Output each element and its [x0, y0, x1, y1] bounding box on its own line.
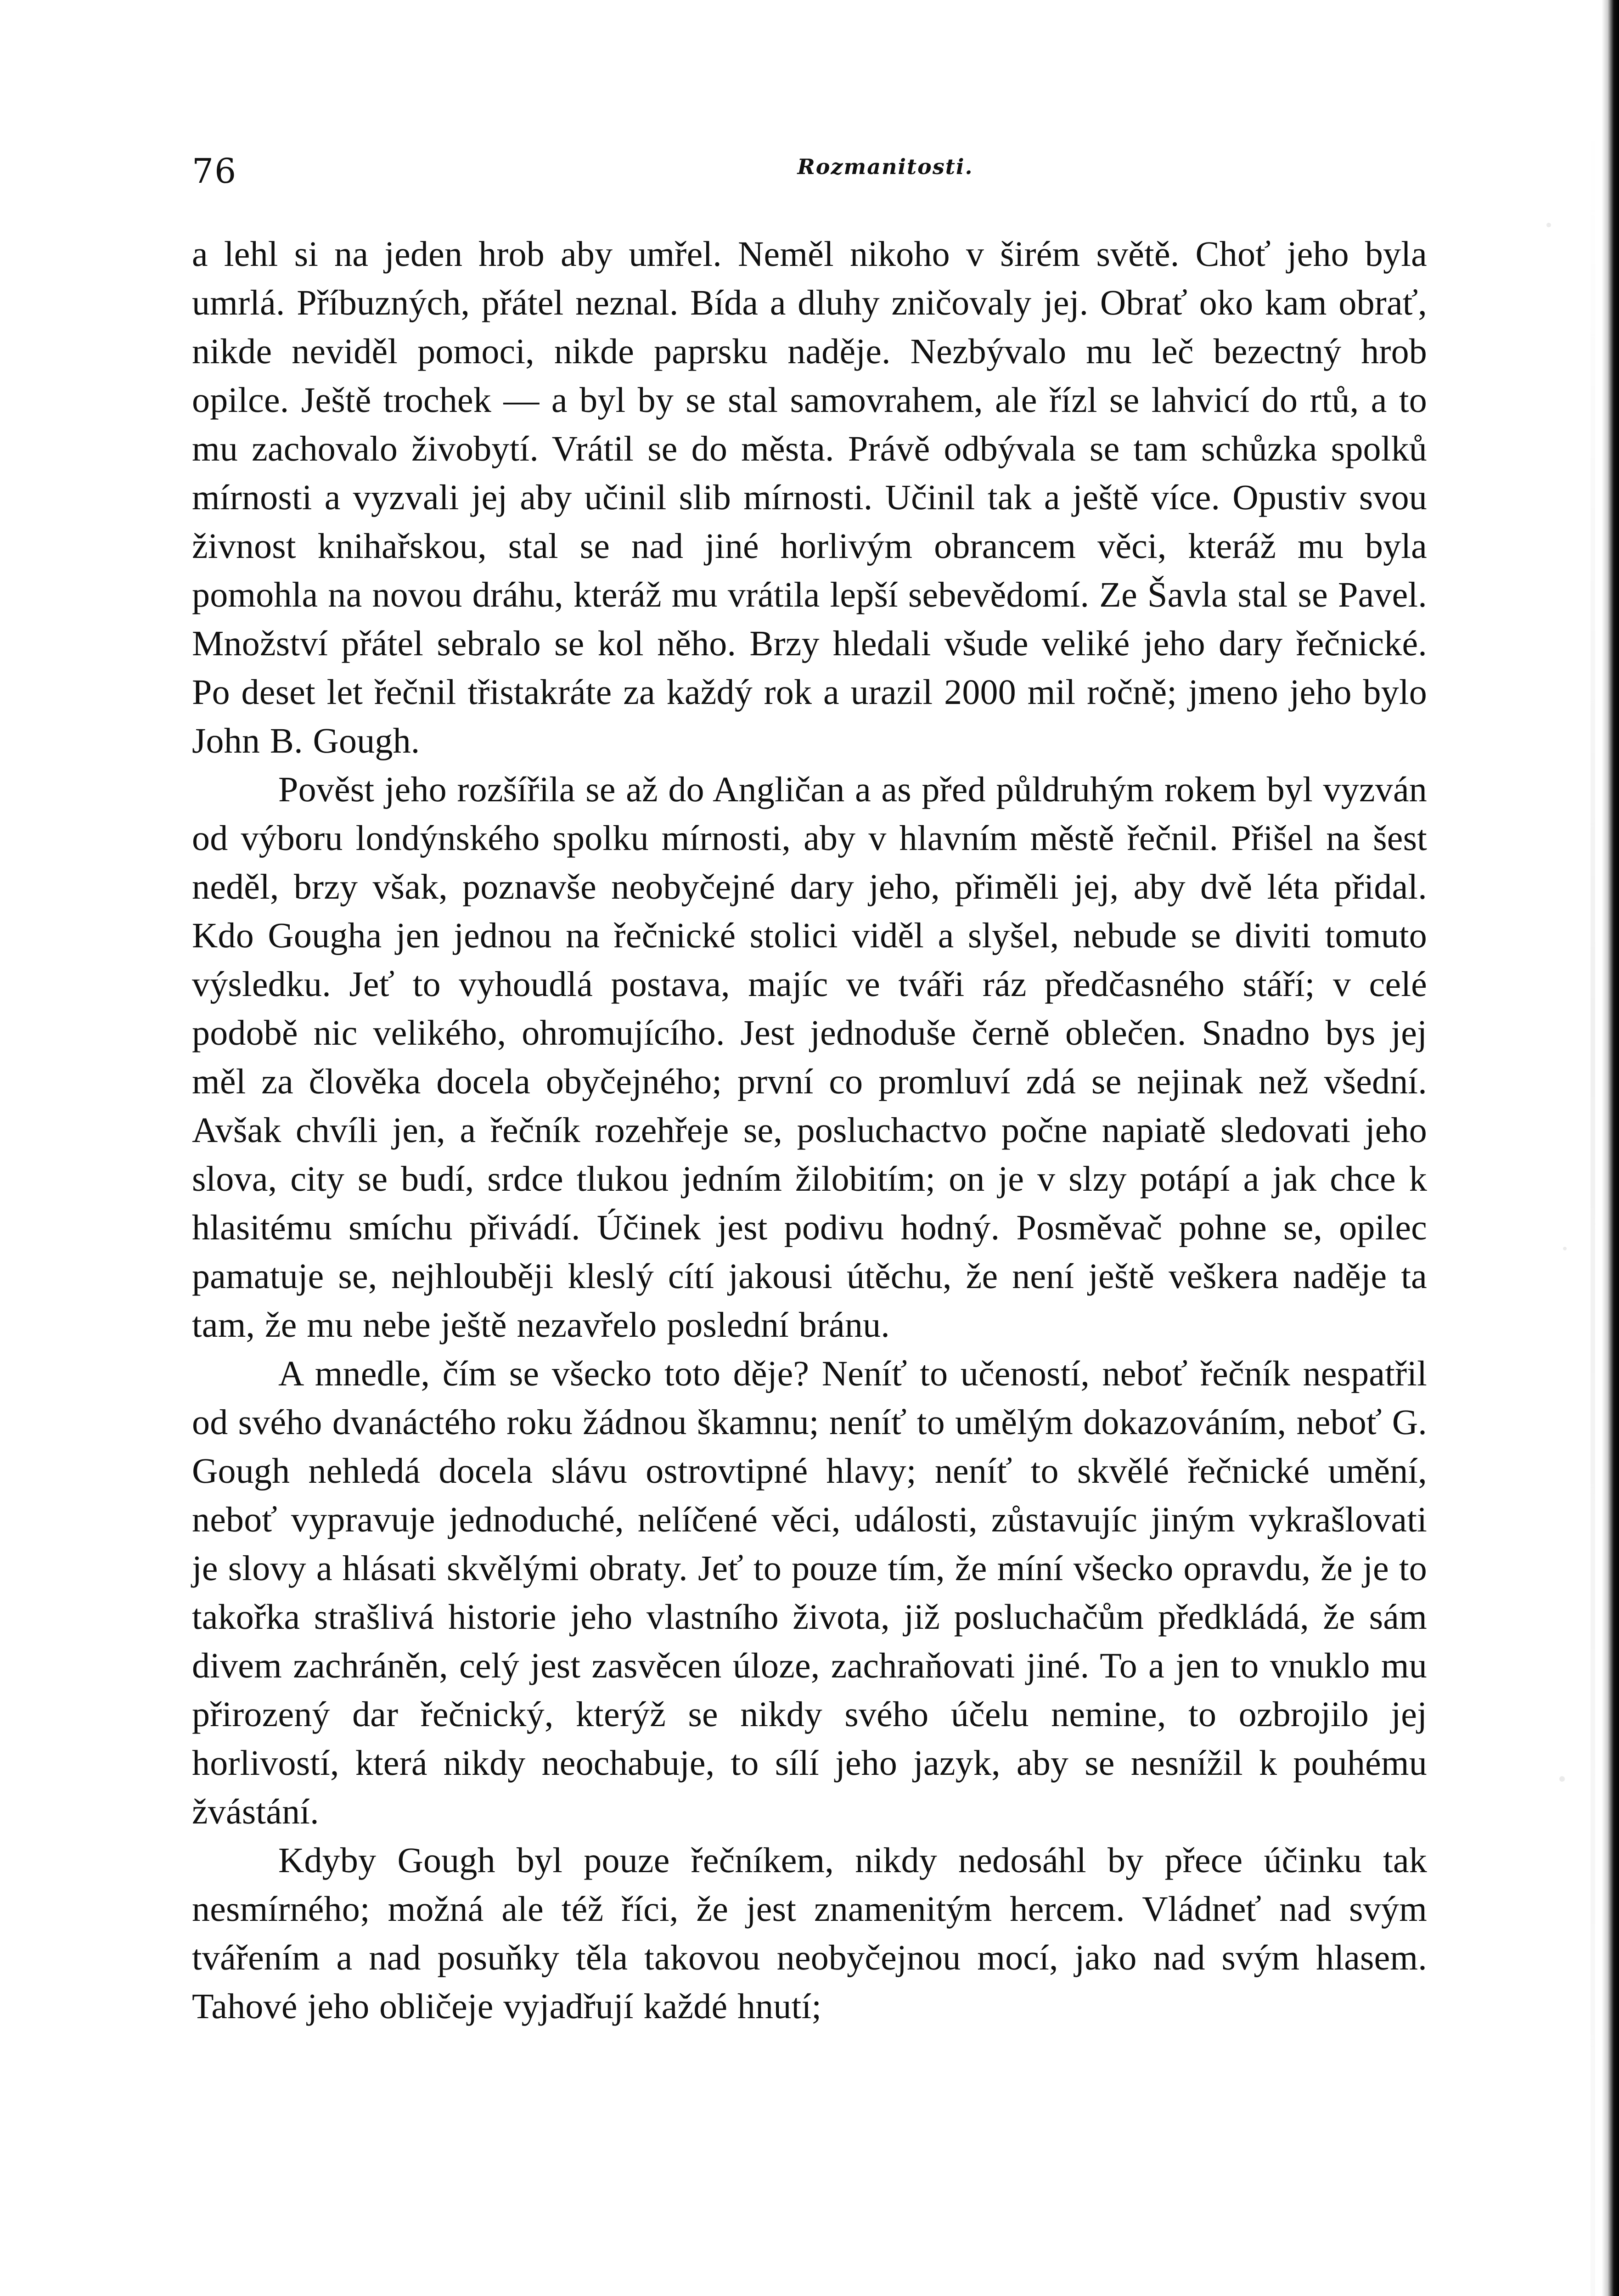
- page-edge-shadow: [1602, 0, 1619, 2296]
- page-number: 76: [192, 152, 237, 191]
- paragraph-1: a lehl si na jeden hrob aby umřel. Neměl nikoho v širém světě. Choť jeho byla umrlá. Příbuzných, přátel neznal. Bída a dluhy zničovaly jej. Obrať oko kam obrať, nikde neviděl pomoci, nikde paprsku naděje. Nezbývalo mu leč bezectný hrob opilce. Ještě trochek — a byl by se stal samovrahem, ale řízl se lahvicí do rtů, a to mu zachovalo živobytí. Vrátil se do města. Právě odbývala se tam schůzka spolků mírnosti a vyzvali jej aby učinil slib mírnosti. Učinil tak a ještě více. Opustiv svou živnost knihařskou, stal se nad jiné horlivým obrancem věci, kteráž mu byla pomohla na novou dráhu, kteráž mu vrátila lepší sebevědomí. Ze Šavla stal se Pavel. Množství přátel sebralo se kol něho. Brzy hledali všude veliké jeho dary řečnické. Po deset let řečnil třistakráte za každý rok a urazil 2000 mil ročně; jmeno jeho bylo John B. Gough.: [192, 234, 1427, 760]
- page-header: [192, 142, 1432, 207]
- paragraph-4: Kdyby Gough byl pouze řečníkem, nikdy nedosáhl by přece účinku tak nesmírného; možná ale též říci, že jest znamenitým hercem. Vládneť nad svým tvářením a nad posuňky těla takovou neobyčejnou mocí, jako nad svým hlasem. Tahové jeho obličeje vyjadřují každé hnutí;: [192, 1840, 1427, 2026]
- paragraph-3: A mnedle, čím se všecko toto děje? Neníť to učeností, neboť řečník nespatřil od svého dvanáctého roku žádnou škamnu; neníť to umělým dokazováním, neboť G. Gough nehledá docela slávu ostrovtipné hlavy; neníť to skvělé řečnické umění, neboť vypravuje jednoduché, nelíčené věci, události, zůstavujíc jiným vykrašlovati je slovy a hlásati skvělými obraty. Jeť to pouze tím, že míní všecko opravdu, že je to takořka strašlivá historie jeho vlastního života, již posluchačům předkládá, že sám divem zachráněn, celý jest zasvěcen úloze, zachraňovati jiné. To a jen to vnuklo mu přirozený dar řečnický, kterýž se nikdy svého účelu nemine, to ozbrojilo jej horlivostí, která nikdy neochabuje, to sílí jeho jazyk, aby se nesnížil k pouhému žvástání.: [192, 1353, 1427, 1831]
- scan-speck: [1559, 1776, 1565, 1782]
- paragraph-2: Pověst jeho rozšířila se až do Angličan a as před půldruhým rokem byl vyzván od výboru londýnského spolku mírnosti, aby v hlavním městě řečnil. Přišel na šest neděl, brzy však, poznavše neobyčejné dary jeho, přiměli jej, aby dvě léta přidal. Kdo Gougha jen jednou na řečnické stolici viděl a slyšel, nebude se diviti tomuto výsledku. Jeť to vyhoudlá postava, majíc ve tváři ráz předčasného stáří; v celé podobě nic velikého, ohromujícího. Jest jednoduše černě oblečen. Snadno bys jej měl za člověka docela obyčejného; první co promluví zdá se nejinak než všední. Avšak chvíli jen, a řečník rozehřeje se, posluchactvo počne napiatě sledovati jeho slova, city se budí, srdce tlukou jedním žilobitím; on je v slzy potápí a jak chce k hlasitému smíchu přivádí. Účinek jest podivu hodný. Posměvač pohne se, opilec pamatuje se, nejhlouběji kleslý cítí jakousi útěchu, že není ještě veškera naděje ta tam, že mu nebe ještě nezavřelo poslední bránu.: [192, 769, 1427, 1345]
- main-text-block: [192, 230, 1427, 2031]
- scan-speck: [1563, 1247, 1567, 1250]
- page-edge-tone: [1591, 110, 1595, 2296]
- running-head: Rozmanitosti.: [797, 154, 973, 179]
- scan-speck: [1546, 223, 1551, 227]
